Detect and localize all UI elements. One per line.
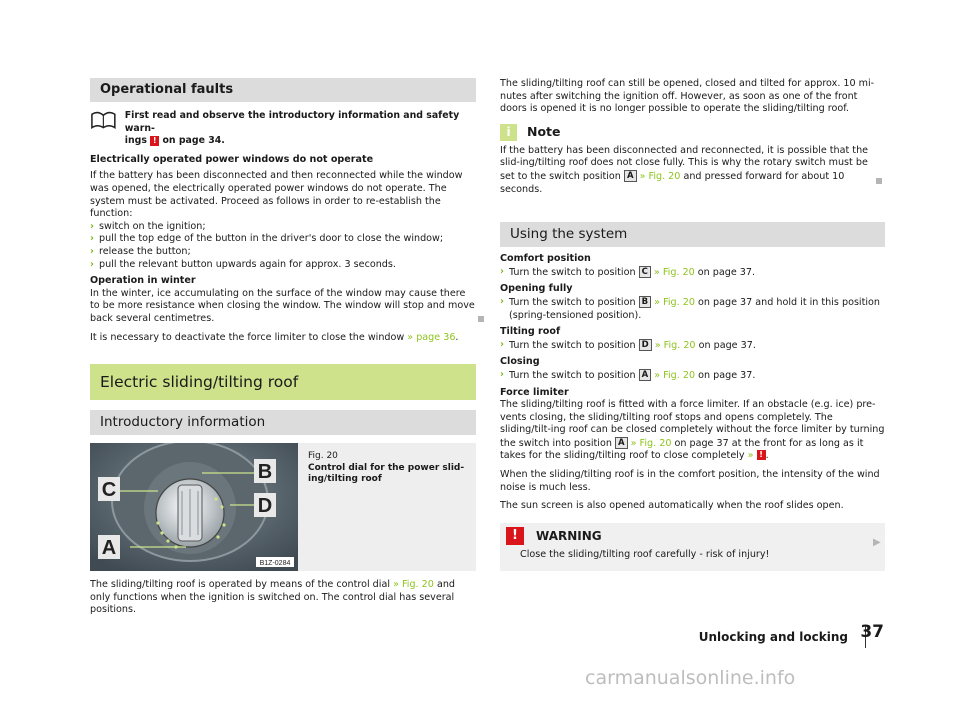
warning-link[interactable]: » <box>747 450 754 462</box>
figure-label: Fig. 20 <box>308 451 338 462</box>
figure-link[interactable]: » Fig. 20 <box>639 170 681 182</box>
note-text: If the battery has been disconnected and reconnected, it is possible that the slid-ing/tilting roof does not close fully. This is why the rotary switch must be set to the switch position <box>500 144 869 182</box>
label-D: D <box>257 495 273 518</box>
info-icon: i <box>500 124 517 141</box>
warning-text: Close the sliding/tilting roof carefully - risk of injury! <box>520 548 770 560</box>
label-B: B <box>257 461 273 484</box>
position-heading: Opening fully <box>500 283 573 295</box>
section-end-marker <box>876 178 882 184</box>
chevron-right-icon: › <box>90 245 94 257</box>
steps-list <box>90 221 476 271</box>
winter-text: In the winter, ice accumulating on the surface of the window may cause there to be more resistance when closing the window. The window will stop and move back several centimetres. <box>90 287 475 324</box>
section-title: Electric sliding/tilting roof <box>90 364 476 400</box>
chapter-label: Unlocking and locking <box>698 630 848 644</box>
position-text: Turn the switch to position <box>509 296 636 308</box>
position-text-end: on page 37. <box>698 339 756 351</box>
step-text: release the button; <box>99 245 191 257</box>
position-heading: Tilting roof <box>500 326 561 338</box>
chevron-right-icon: › <box>90 233 94 245</box>
warning-header <box>506 527 879 545</box>
warning-title: WARNING <box>536 528 602 543</box>
right-column <box>500 78 885 571</box>
step-item <box>90 221 476 234</box>
step-text: pull the relevant button upwards again for approx. 3 seconds. <box>99 258 396 270</box>
step-item <box>90 246 476 259</box>
position-key: A <box>639 369 652 381</box>
using-system-header: Using the system <box>500 222 885 247</box>
note-paragraph <box>500 145 885 196</box>
position-item <box>500 356 885 382</box>
position-item <box>500 326 885 352</box>
intro-paragraph <box>90 579 476 617</box>
position-key: A <box>615 437 628 449</box>
warning-icon: ! <box>757 450 766 460</box>
comfort-noise-text: When the sliding/tilting roof is in the comfort position, the intensity of the wind noise is much less. <box>500 469 880 493</box>
step-item <box>90 259 476 272</box>
position-heading: Comfort position <box>500 253 591 265</box>
winter-heading: Operation in winter <box>90 275 196 287</box>
note-header <box>500 124 885 141</box>
positions-list <box>500 253 885 382</box>
left-column <box>90 78 476 617</box>
continue-arrow-icon: ▶ <box>873 537 881 548</box>
position-key: A <box>624 170 637 182</box>
chevron-right-icon: › <box>500 368 504 380</box>
position-key: B <box>639 296 651 308</box>
roof-after-ignition-text: The sliding/tilting roof can still be opened, closed and tilted for approx. 10 mi-nutes after switching the ignition off. However, as soon as one of the front doors is opened it is no longer possible to operate the sliding/tilting roof. <box>500 78 875 115</box>
section-end-marker <box>478 316 484 322</box>
notice-line-2a: ings <box>124 135 147 147</box>
position-text-end: on page 37. <box>698 369 756 381</box>
intro-header: Introductory information <box>90 410 476 435</box>
position-item <box>500 283 885 322</box>
figure-link[interactable]: » Fig. 20 <box>654 296 695 308</box>
notice-line-1: First read and observe the introductory information and safety warn- <box>124 110 460 134</box>
figure-link[interactable]: » Fig. 20 <box>654 339 696 351</box>
position-text-end: on page 37 and hold it in this position (spring-tensioned position). <box>509 296 880 321</box>
intro-text-end: and only functions when the ignition is switched on. The control dial has several positions. <box>90 579 455 616</box>
page-link[interactable]: » page 36 <box>407 331 456 343</box>
force-limiter-paragraph <box>90 332 476 345</box>
warning-icon: ! <box>150 136 159 146</box>
note-title: Note <box>527 123 561 139</box>
warning-box <box>500 523 885 572</box>
sunscreen-text: The sun screen is also opened automatically when the roof slides open. <box>500 500 844 512</box>
chevron-right-icon: › <box>90 220 94 232</box>
chevron-right-icon: › <box>500 295 504 307</box>
figure-code: B1Z-0284 <box>259 560 291 568</box>
figure-caption <box>298 443 474 571</box>
period: . <box>455 331 459 343</box>
force-limiter-paragraph <box>500 399 885 463</box>
book-icon <box>90 110 117 130</box>
chevron-right-icon: › <box>500 265 504 277</box>
position-text: Turn the switch to position <box>509 339 636 351</box>
figure-link[interactable]: » Fig. 20 <box>654 369 696 381</box>
position-heading: Closing <box>500 356 540 368</box>
position-text: Turn the switch to position <box>509 369 636 381</box>
control-dial-figure <box>90 443 298 571</box>
force-limiter-heading: Force limiter <box>500 386 569 398</box>
figure-link[interactable]: » Fig. 20 <box>653 266 695 278</box>
warning-icon: ! <box>506 527 524 545</box>
power-windows-heading: Electrically operated power windows do not operate <box>90 153 374 165</box>
figure-link[interactable]: » Fig. 20 <box>630 437 672 449</box>
force-text: It is necessary to deactivate the force limiter to close the window <box>90 331 405 343</box>
step-text: pull the top edge of the button in the driver's door to close the window; <box>99 233 444 245</box>
position-text-end: on page 37. <box>697 266 756 278</box>
position-text: Turn the switch to position <box>509 266 636 278</box>
figure-link[interactable]: » Fig. 20 <box>393 579 434 591</box>
note-text-end: and pressed forward for about 10 seconds. <box>500 170 845 195</box>
chevron-right-icon: › <box>500 338 504 350</box>
force-text-mid: on page 37 at the front for as long as it takes for the sliding/tilting roof to close completely <box>500 437 864 462</box>
read-first-notice <box>90 110 476 148</box>
label-C: C <box>101 479 117 502</box>
period: . <box>765 450 769 462</box>
watermark: carmanualsonline.info <box>585 667 796 689</box>
force-text: The sliding/tilting roof is fitted with a force limiter. If an obstacle (e.g. ice) pre-vents closing, the sliding/tilting roof stops and opens completely. The sliding/tilt-ing roof can be closed completely without the force limiter by turning the switch into position <box>500 399 885 449</box>
position-key: C <box>639 266 651 278</box>
step-item <box>90 233 476 246</box>
intro-text: The sliding/tilting roof is operated by means of the control dial <box>90 579 390 591</box>
figure-caption-line2: ing/tilting roof <box>308 474 382 485</box>
power-windows-text: If the battery has been disconnected and then reconnected while the window was opened, the electrically operated power windows do not operate. The system must be activated. Proceed as follows in order to re-establish the function: <box>90 170 463 220</box>
position-key: D <box>639 339 652 351</box>
label-A: A <box>101 537 117 560</box>
operational-faults-header: Operational faults <box>90 78 476 102</box>
notice-line-2b: on page 34. <box>162 135 225 147</box>
figure-caption-line1: Control dial for the power slid- <box>308 462 465 473</box>
page-number: 37 <box>860 622 884 642</box>
figure-20 <box>90 443 476 571</box>
position-item <box>500 253 885 279</box>
chevron-right-icon: › <box>90 258 94 270</box>
step-text: switch on the ignition; <box>99 220 206 232</box>
